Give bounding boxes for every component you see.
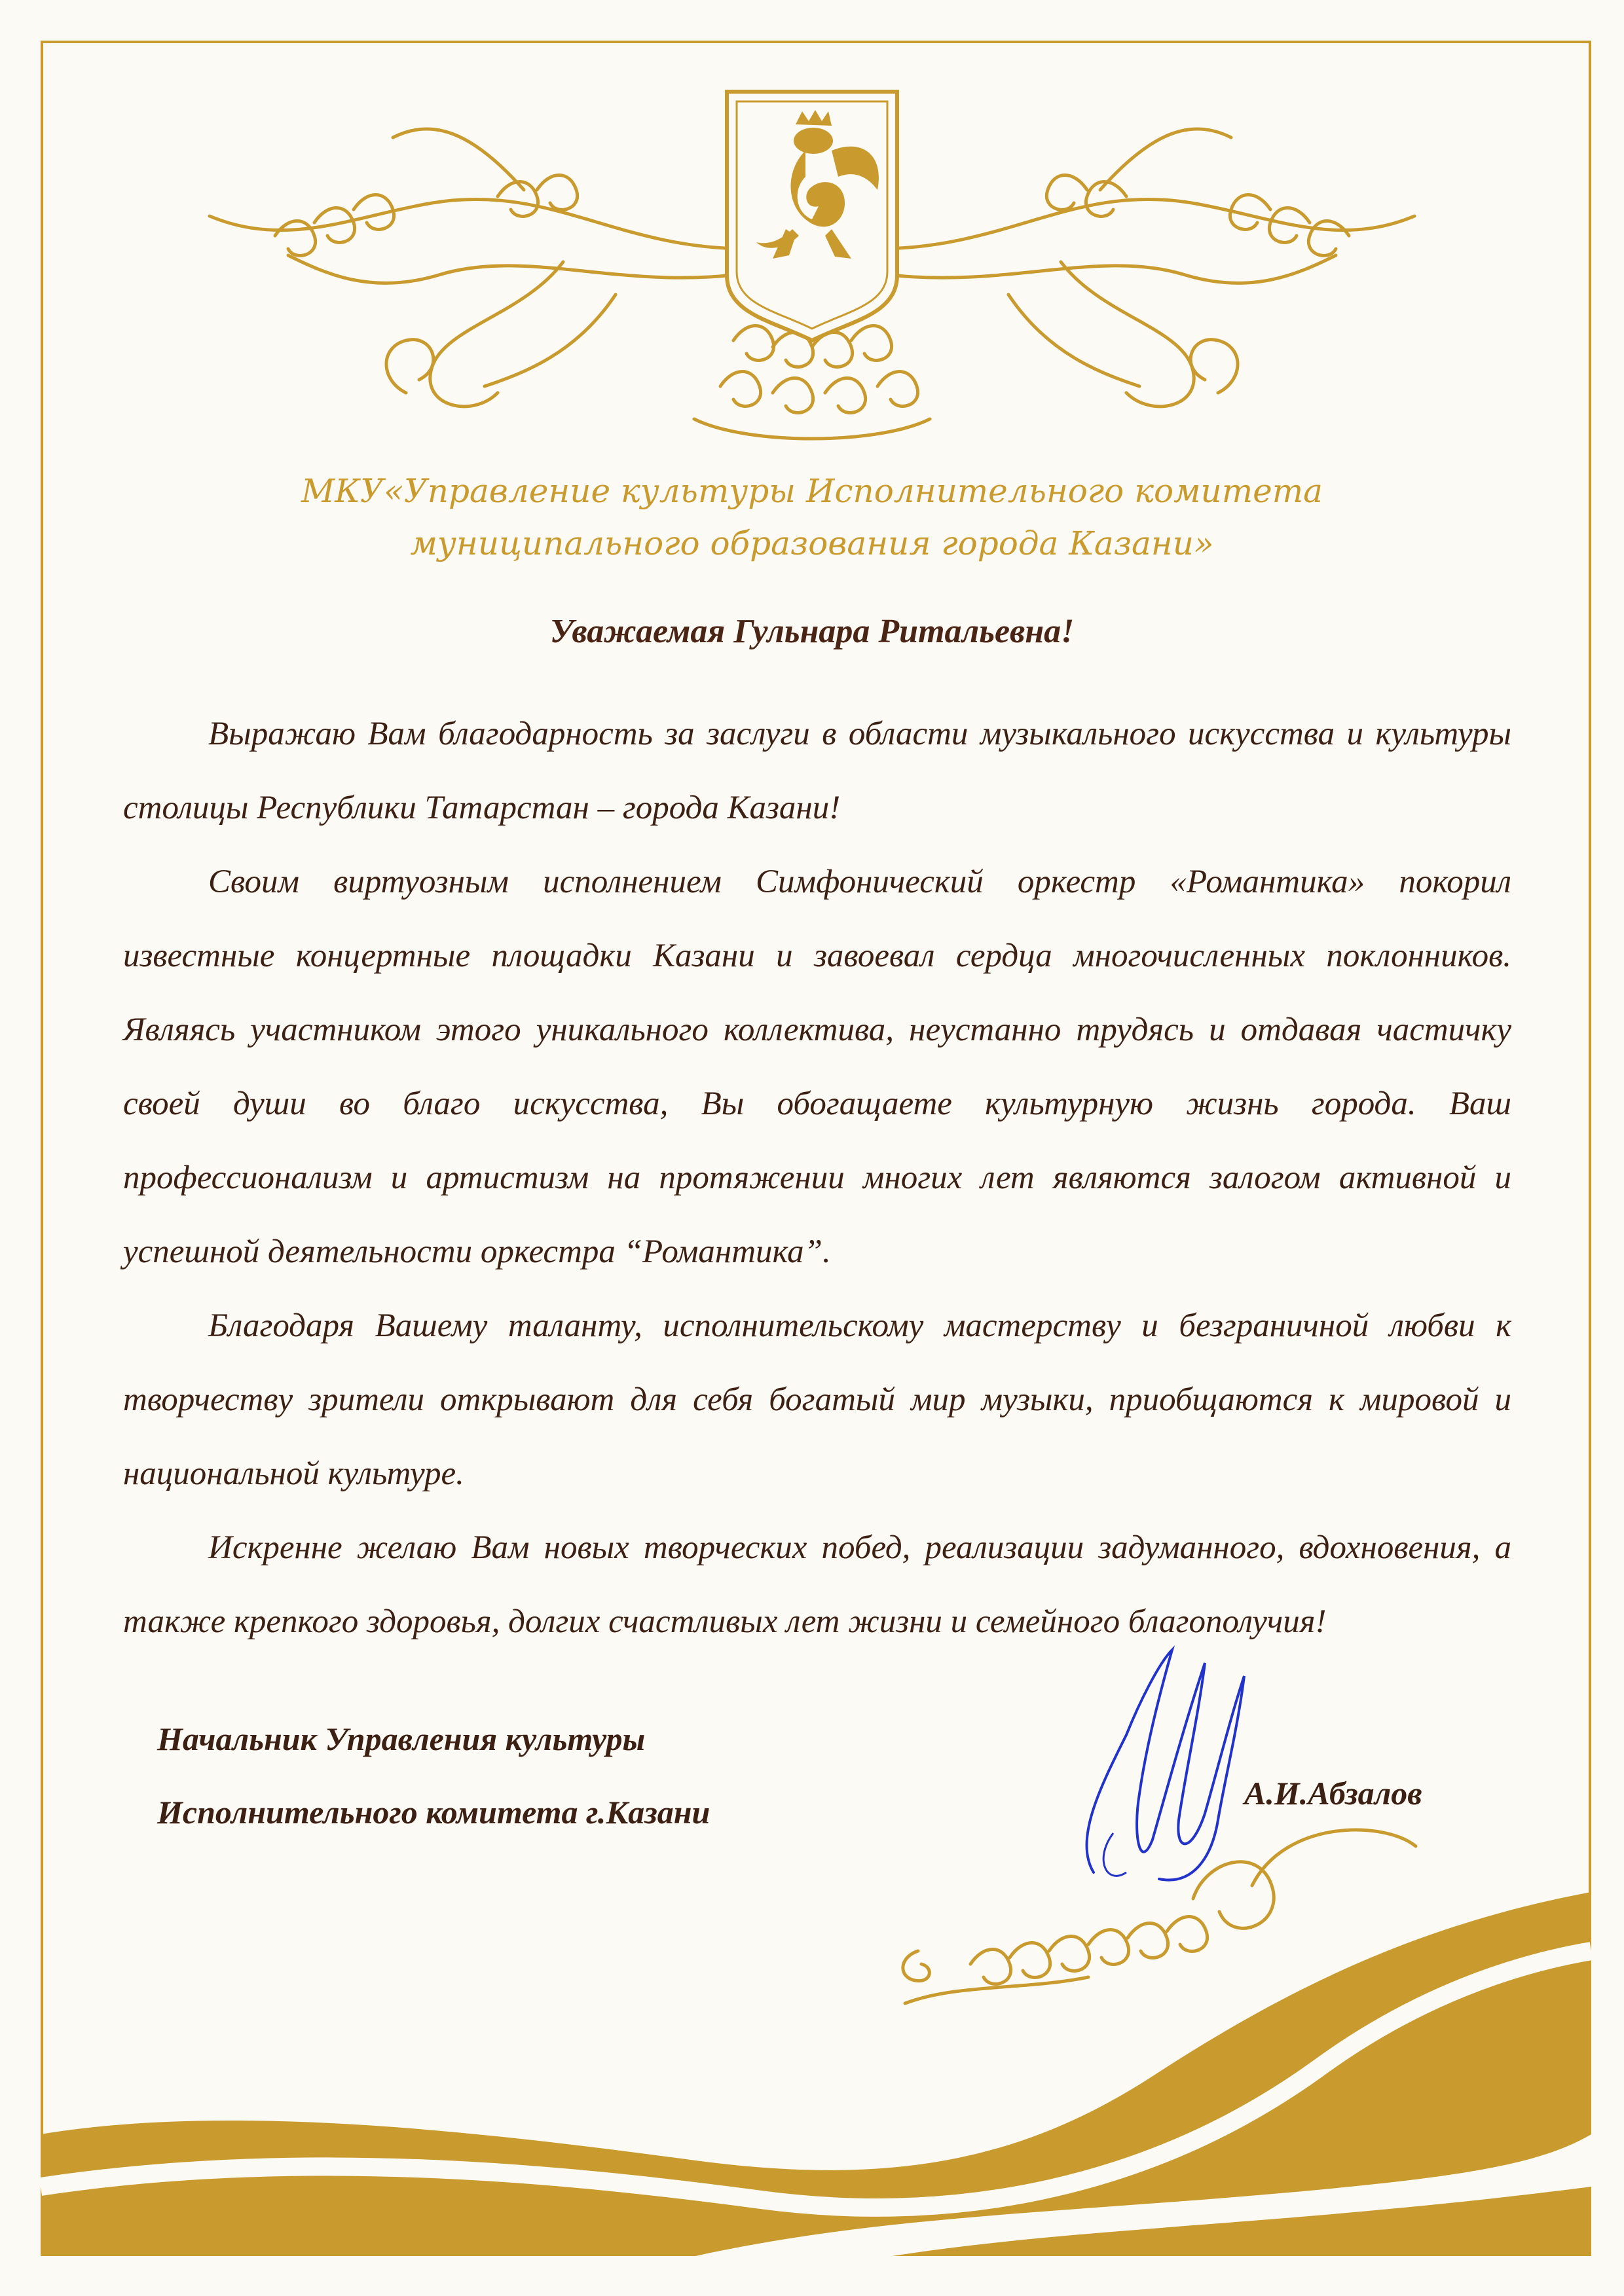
kazan-coat-of-arms-emblem [157, 79, 1467, 471]
bottom-wave-ornament [41, 1794, 1591, 2256]
paragraph-talent: Благодаря Вашему таланту, исполнительскому мастерству и безграничной любви к творчеству зрители открывают для себя богатый мир музыки, приобщаются к мировой и национальной культуре. [123, 1307, 1511, 1492]
organization-name-line1: МКУ«Управление культуры Исполнительного комитета [301, 472, 1323, 510]
paragraph-orchestra: Своим виртуозным исполнением Симфонический оркестр «Романтика» покорил известные концертные площадки Казани и завоевал сердца многочисленных поклонников. Являясь участником этого уникального коллектива, неустанно трудясь и отдавая частичку своей души во благо искусства, Вы обогащаете культурную жизнь города. Ваш профессионализм и артистизм на протяжении многих лет являются залогом активной и успешной деятельности оркестра “Романтика”. [123, 864, 1511, 1270]
paragraph-gratitude: Выражаю Вам благодарность за заслуги в области музыкального искусства и культуры столицы Республики Татарстан – города Казани! [123, 716, 1511, 826]
paragraph-wishes: Искренне желаю Вам новых творческих побед, реализации задуманного, вдохновения, а также крепкого здоровья, долгих счастливых лет жизни и семейного благополучия! [123, 1529, 1511, 1640]
salutation: Уважаемая Гульнара Ритальевна! [549, 613, 1075, 650]
signer-name: А.И.Абзалов [1244, 1775, 1422, 1812]
letter-body [123, 697, 1511, 1659]
organization-name-line2: муниципального образования города Казани» [410, 524, 1214, 562]
handwritten-signature [1008, 1624, 1283, 1912]
signer-title-line2: Исполнительного комитета г.Казани [157, 1794, 710, 1831]
signer-title [157, 1702, 710, 1849]
signer-title-line1: Начальник Управления культуры [157, 1721, 646, 1757]
